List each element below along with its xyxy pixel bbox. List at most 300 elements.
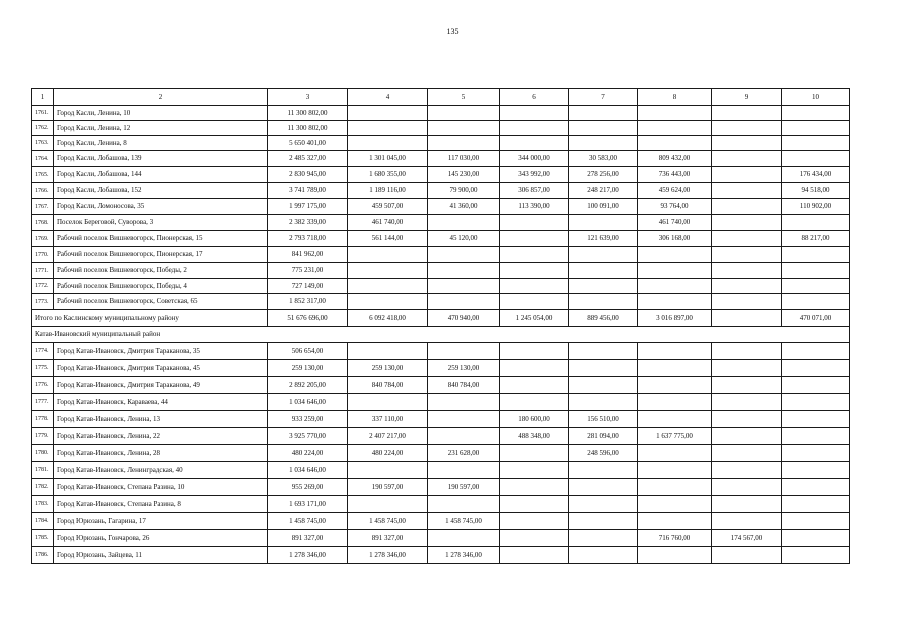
value-cell — [348, 263, 428, 279]
row-number: 1773. — [32, 294, 54, 310]
value-cell: 1 997 175,00 — [268, 199, 348, 215]
value-cell — [782, 445, 850, 462]
row-number: 1775. — [32, 360, 54, 377]
column-header: 6 — [500, 89, 569, 106]
value-cell: 480 224,00 — [348, 445, 428, 462]
value-cell: 1 189 116,00 — [348, 183, 428, 199]
row-number: 1779. — [32, 428, 54, 445]
address-cell: Город Касли, Ленина, 12 — [54, 121, 268, 136]
column-header: 4 — [348, 89, 428, 106]
value-cell — [428, 294, 500, 310]
value-cell — [782, 513, 850, 530]
value-cell — [348, 247, 428, 263]
value-cell — [569, 394, 638, 411]
value-cell — [712, 231, 782, 247]
value-cell — [638, 462, 712, 479]
value-cell — [712, 428, 782, 445]
address-cell: Город Катав-Ивановск, Степана Разина, 8 — [54, 496, 268, 513]
value-cell: 891 327,00 — [268, 530, 348, 547]
value-cell — [500, 394, 569, 411]
row-number: 1780. — [32, 445, 54, 462]
value-cell: 2 793 718,00 — [268, 231, 348, 247]
value-cell — [638, 496, 712, 513]
value-cell: 2 382 339,00 — [268, 215, 348, 231]
address-cell: Рабочий поселок Вишневогорск, Победы, 4 — [54, 279, 268, 294]
value-cell — [638, 136, 712, 151]
value-cell — [500, 445, 569, 462]
value-cell: 259 130,00 — [268, 360, 348, 377]
value-cell — [569, 121, 638, 136]
value-cell — [348, 136, 428, 151]
value-cell — [348, 294, 428, 310]
table-row — [32, 428, 850, 445]
address-cell: Город Касли, Лобашова, 144 — [54, 167, 268, 183]
column-header: 1 — [32, 89, 54, 106]
value-cell: 11 300 802,00 — [268, 106, 348, 121]
value-cell: 278 256,00 — [569, 167, 638, 183]
value-cell — [500, 294, 569, 310]
value-cell: 1 034 646,00 — [268, 462, 348, 479]
table-row — [32, 462, 850, 479]
value-cell — [638, 394, 712, 411]
value-cell — [638, 377, 712, 394]
value-cell — [712, 377, 782, 394]
value-cell: 891 327,00 — [348, 530, 428, 547]
value-cell: 727 149,00 — [268, 279, 348, 294]
value-cell: 1 852 317,00 — [268, 294, 348, 310]
value-cell — [782, 121, 850, 136]
value-cell — [782, 279, 850, 294]
page-number: 135 — [446, 27, 459, 36]
row-number: 1764. — [32, 151, 54, 167]
table-row — [32, 360, 850, 377]
value-cell: 2 407 217,00 — [348, 428, 428, 445]
address-cell: Рабочий поселок Вишневогорск, Пионерская, 17 — [54, 247, 268, 263]
row-number: 1783. — [32, 496, 54, 513]
value-cell — [428, 462, 500, 479]
value-cell: 809 432,00 — [638, 151, 712, 167]
value-cell — [348, 496, 428, 513]
value-cell — [500, 279, 569, 294]
value-cell — [782, 215, 850, 231]
value-cell: 93 764,00 — [638, 199, 712, 215]
total-cell: 6 092 418,00 — [348, 310, 428, 327]
value-cell: 113 390,00 — [500, 199, 569, 215]
total-cell: 3 016 897,00 — [638, 310, 712, 327]
total-label: Итого по Каслинскому муниципальному району — [32, 310, 268, 327]
table-row — [32, 263, 850, 279]
table-row — [32, 183, 850, 199]
value-cell: 840 784,00 — [428, 377, 500, 394]
value-cell — [428, 279, 500, 294]
value-cell — [348, 343, 428, 360]
value-cell — [712, 247, 782, 263]
value-cell — [569, 215, 638, 231]
value-cell: 5 650 401,00 — [268, 136, 348, 151]
value-cell — [569, 247, 638, 263]
value-cell — [428, 394, 500, 411]
table-row — [32, 151, 850, 167]
value-cell — [500, 106, 569, 121]
address-cell: Город Катав-Ивановск, Степана Разина, 10 — [54, 479, 268, 496]
value-cell — [712, 394, 782, 411]
value-cell: 1 458 745,00 — [268, 513, 348, 530]
row-number: 1766. — [32, 183, 54, 199]
value-cell — [782, 136, 850, 151]
value-cell: 459 507,00 — [348, 199, 428, 215]
value-cell — [782, 530, 850, 547]
value-cell — [712, 279, 782, 294]
value-cell: 117 030,00 — [428, 151, 500, 167]
value-cell — [348, 121, 428, 136]
value-cell — [569, 279, 638, 294]
value-cell — [428, 343, 500, 360]
value-cell: 259 130,00 — [348, 360, 428, 377]
table-row — [32, 377, 850, 394]
table-row — [32, 547, 850, 564]
value-cell: 488 348,00 — [500, 428, 569, 445]
column-header-row — [32, 89, 850, 106]
address-cell: Город Касли, Ломоносова, 35 — [54, 199, 268, 215]
value-cell — [569, 479, 638, 496]
row-number: 1768. — [32, 215, 54, 231]
value-cell: 841 962,00 — [268, 247, 348, 263]
value-cell: 259 130,00 — [428, 360, 500, 377]
address-cell: Город Касли, Лобашова, 139 — [54, 151, 268, 167]
value-cell — [782, 479, 850, 496]
value-cell — [712, 106, 782, 121]
value-cell — [428, 428, 500, 445]
value-cell — [500, 121, 569, 136]
value-cell — [638, 445, 712, 462]
value-cell — [712, 151, 782, 167]
value-cell — [569, 496, 638, 513]
address-cell: Город Касли, Ленина, 10 — [54, 106, 268, 121]
value-cell — [712, 121, 782, 136]
value-cell — [500, 215, 569, 231]
value-cell — [782, 247, 850, 263]
value-cell: 306 168,00 — [638, 231, 712, 247]
total-cell: 889 456,00 — [569, 310, 638, 327]
value-cell — [348, 279, 428, 294]
row-number: 1778. — [32, 411, 54, 428]
value-cell — [638, 263, 712, 279]
table-row — [32, 530, 850, 547]
row-number: 1777. — [32, 394, 54, 411]
value-cell: 343 992,00 — [500, 167, 569, 183]
table-row — [32, 411, 850, 428]
table-row — [32, 215, 850, 231]
value-cell — [500, 343, 569, 360]
address-cell: Город Катав-Ивановск, Ленина, 13 — [54, 411, 268, 428]
value-cell: 3 741 789,00 — [268, 183, 348, 199]
value-cell — [569, 106, 638, 121]
value-cell: 100 091,00 — [569, 199, 638, 215]
column-header: 10 — [782, 89, 850, 106]
value-cell — [348, 106, 428, 121]
value-cell: 306 857,00 — [500, 183, 569, 199]
value-cell — [428, 106, 500, 121]
value-cell — [428, 121, 500, 136]
value-cell — [428, 411, 500, 428]
value-cell — [782, 377, 850, 394]
value-cell — [712, 215, 782, 231]
address-cell: Город Катав-Ивановск, Караваева, 44 — [54, 394, 268, 411]
value-cell — [428, 496, 500, 513]
row-number: 1782. — [32, 479, 54, 496]
value-cell — [712, 199, 782, 215]
value-cell — [500, 462, 569, 479]
value-cell — [782, 151, 850, 167]
value-cell: 176 434,00 — [782, 167, 850, 183]
column-header: 2 — [54, 89, 268, 106]
address-cell: Поселок Береговой, Суворова, 3 — [54, 215, 268, 231]
district-heading: Катав-Ивановский муниципальный район — [32, 327, 850, 343]
value-cell — [782, 462, 850, 479]
address-cell: Рабочий поселок Вишневогорск, Советская, 65 — [54, 294, 268, 310]
value-cell — [348, 462, 428, 479]
value-cell — [712, 411, 782, 428]
value-cell — [348, 394, 428, 411]
table-body — [32, 89, 850, 564]
value-cell: 1 458 745,00 — [428, 513, 500, 530]
address-cell: Город Юрюзань, Гагарина, 17 — [54, 513, 268, 530]
value-cell: 88 217,00 — [782, 231, 850, 247]
total-cell: 470 940,00 — [428, 310, 500, 327]
value-cell — [428, 247, 500, 263]
value-cell — [712, 294, 782, 310]
address-cell: Город Касли, Лобашова, 152 — [54, 183, 268, 199]
value-cell — [500, 530, 569, 547]
value-cell: 180 600,00 — [500, 411, 569, 428]
row-number: 1770. — [32, 247, 54, 263]
address-cell: Город Катав-Ивановск, Ленина, 28 — [54, 445, 268, 462]
table-row — [32, 445, 850, 462]
value-cell — [638, 106, 712, 121]
value-cell — [500, 247, 569, 263]
value-cell — [782, 411, 850, 428]
value-cell: 1 458 745,00 — [348, 513, 428, 530]
value-cell — [638, 247, 712, 263]
table-row — [32, 294, 850, 310]
value-cell: 506 654,00 — [268, 343, 348, 360]
row-number: 1785. — [32, 530, 54, 547]
value-cell: 1 278 346,00 — [428, 547, 500, 564]
value-cell — [569, 294, 638, 310]
table-row — [32, 394, 850, 411]
column-header: 7 — [569, 89, 638, 106]
value-cell: 561 144,00 — [348, 231, 428, 247]
value-cell: 1 301 045,00 — [348, 151, 428, 167]
value-cell: 145 230,00 — [428, 167, 500, 183]
value-cell — [638, 513, 712, 530]
total-cell: 470 071,00 — [782, 310, 850, 327]
value-cell — [500, 479, 569, 496]
address-cell: Город Катав-Ивановск, Дмитрия Тараканова, 45 — [54, 360, 268, 377]
value-cell: 337 110,00 — [348, 411, 428, 428]
value-cell: 45 120,00 — [428, 231, 500, 247]
row-number: 1767. — [32, 199, 54, 215]
value-cell: 94 518,00 — [782, 183, 850, 199]
value-cell — [782, 360, 850, 377]
value-cell — [712, 479, 782, 496]
value-cell — [428, 530, 500, 547]
value-cell: 3 925 770,00 — [268, 428, 348, 445]
value-cell — [500, 360, 569, 377]
value-cell: 30 583,00 — [569, 151, 638, 167]
value-cell: 1 278 346,00 — [348, 547, 428, 564]
address-cell: Город Катав-Ивановск, Дмитрия Тараканова, 49 — [54, 377, 268, 394]
value-cell — [712, 445, 782, 462]
table-row — [32, 479, 850, 496]
value-cell: 156 510,00 — [569, 411, 638, 428]
district-heading-row — [32, 327, 850, 343]
row-number: 1784. — [32, 513, 54, 530]
value-cell — [712, 167, 782, 183]
value-cell — [712, 183, 782, 199]
district-total-row — [32, 310, 850, 327]
value-cell — [782, 547, 850, 564]
address-cell: Город Катав-Ивановск, Дмитрия Тараканова, 35 — [54, 343, 268, 360]
column-header: 3 — [268, 89, 348, 106]
address-cell: Город Катав-Ивановск, Ленинградская, 40 — [54, 462, 268, 479]
row-number: 1771. — [32, 263, 54, 279]
value-cell: 121 639,00 — [569, 231, 638, 247]
row-number: 1781. — [32, 462, 54, 479]
value-cell: 480 224,00 — [268, 445, 348, 462]
value-cell — [638, 411, 712, 428]
value-cell — [428, 215, 500, 231]
value-cell — [500, 231, 569, 247]
value-cell — [569, 263, 638, 279]
value-cell — [500, 547, 569, 564]
value-cell: 11 300 802,00 — [268, 121, 348, 136]
table-row — [32, 231, 850, 247]
total-cell: 51 676 696,00 — [268, 310, 348, 327]
value-cell: 461 740,00 — [638, 215, 712, 231]
row-number: 1786. — [32, 547, 54, 564]
row-number: 1762. — [32, 121, 54, 136]
value-cell — [500, 263, 569, 279]
value-cell — [569, 530, 638, 547]
address-cell: Город Юрюзань, Гончарова, 26 — [54, 530, 268, 547]
value-cell: 248 596,00 — [569, 445, 638, 462]
value-cell — [500, 377, 569, 394]
row-number: 1774. — [32, 343, 54, 360]
table-row — [32, 247, 850, 263]
value-cell — [638, 479, 712, 496]
value-cell: 1 693 171,00 — [268, 496, 348, 513]
value-cell: 2 830 945,00 — [268, 167, 348, 183]
total-cell — [712, 310, 782, 327]
value-cell — [638, 294, 712, 310]
value-cell — [638, 360, 712, 377]
value-cell — [712, 496, 782, 513]
value-cell: 461 740,00 — [348, 215, 428, 231]
column-header: 9 — [712, 89, 782, 106]
value-cell: 2 892 205,00 — [268, 377, 348, 394]
value-cell — [569, 462, 638, 479]
value-cell: 174 567,00 — [712, 530, 782, 547]
value-cell — [782, 263, 850, 279]
value-cell — [782, 106, 850, 121]
value-cell — [569, 360, 638, 377]
column-header: 8 — [638, 89, 712, 106]
value-cell: 110 902,00 — [782, 199, 850, 215]
value-cell — [712, 136, 782, 151]
value-cell — [500, 513, 569, 530]
value-cell: 190 597,00 — [348, 479, 428, 496]
value-cell: 1 680 355,00 — [348, 167, 428, 183]
value-cell — [712, 513, 782, 530]
value-cell: 459 624,00 — [638, 183, 712, 199]
value-cell — [500, 496, 569, 513]
value-cell: 1 034 646,00 — [268, 394, 348, 411]
value-cell: 281 094,00 — [569, 428, 638, 445]
value-cell — [638, 121, 712, 136]
value-cell: 933 259,00 — [268, 411, 348, 428]
value-cell: 840 784,00 — [348, 377, 428, 394]
table-row — [32, 496, 850, 513]
value-cell — [428, 263, 500, 279]
total-cell: 1 245 054,00 — [500, 310, 569, 327]
address-cell: Город Касли, Ленина, 8 — [54, 136, 268, 151]
address-cell: Город Катав-Ивановск, Ленина, 22 — [54, 428, 268, 445]
value-cell — [638, 343, 712, 360]
value-cell: 248 217,00 — [569, 183, 638, 199]
value-cell — [782, 343, 850, 360]
table-row — [32, 513, 850, 530]
value-cell — [569, 513, 638, 530]
value-cell — [782, 496, 850, 513]
table-row — [32, 136, 850, 151]
value-cell — [712, 263, 782, 279]
value-cell: 344 000,00 — [500, 151, 569, 167]
value-cell: 79 900,00 — [428, 183, 500, 199]
value-cell — [712, 462, 782, 479]
table-row — [32, 343, 850, 360]
data-table — [31, 88, 850, 564]
address-cell: Рабочий поселок Вишневогорск, Пионерская, 15 — [54, 231, 268, 247]
value-cell: 2 485 327,00 — [268, 151, 348, 167]
value-cell — [500, 136, 569, 151]
table-row — [32, 121, 850, 136]
value-cell — [638, 547, 712, 564]
value-cell — [712, 343, 782, 360]
value-cell — [428, 136, 500, 151]
row-number: 1763. — [32, 136, 54, 151]
column-header: 5 — [428, 89, 500, 106]
row-number: 1772. — [32, 279, 54, 294]
value-cell — [569, 377, 638, 394]
row-number: 1776. — [32, 377, 54, 394]
row-number: 1761. — [32, 106, 54, 121]
table-row — [32, 167, 850, 183]
address-cell: Город Юрюзань, Зайцева, 11 — [54, 547, 268, 564]
value-cell: 716 760,00 — [638, 530, 712, 547]
value-cell — [712, 547, 782, 564]
value-cell: 41 360,00 — [428, 199, 500, 215]
table-row — [32, 199, 850, 215]
table-row — [32, 106, 850, 121]
value-cell — [712, 360, 782, 377]
table-row — [32, 279, 850, 294]
address-cell: Рабочий поселок Вишневогорск, Победы, 2 — [54, 263, 268, 279]
value-cell: 231 628,00 — [428, 445, 500, 462]
value-cell — [782, 294, 850, 310]
value-cell: 955 269,00 — [268, 479, 348, 496]
value-cell — [638, 279, 712, 294]
